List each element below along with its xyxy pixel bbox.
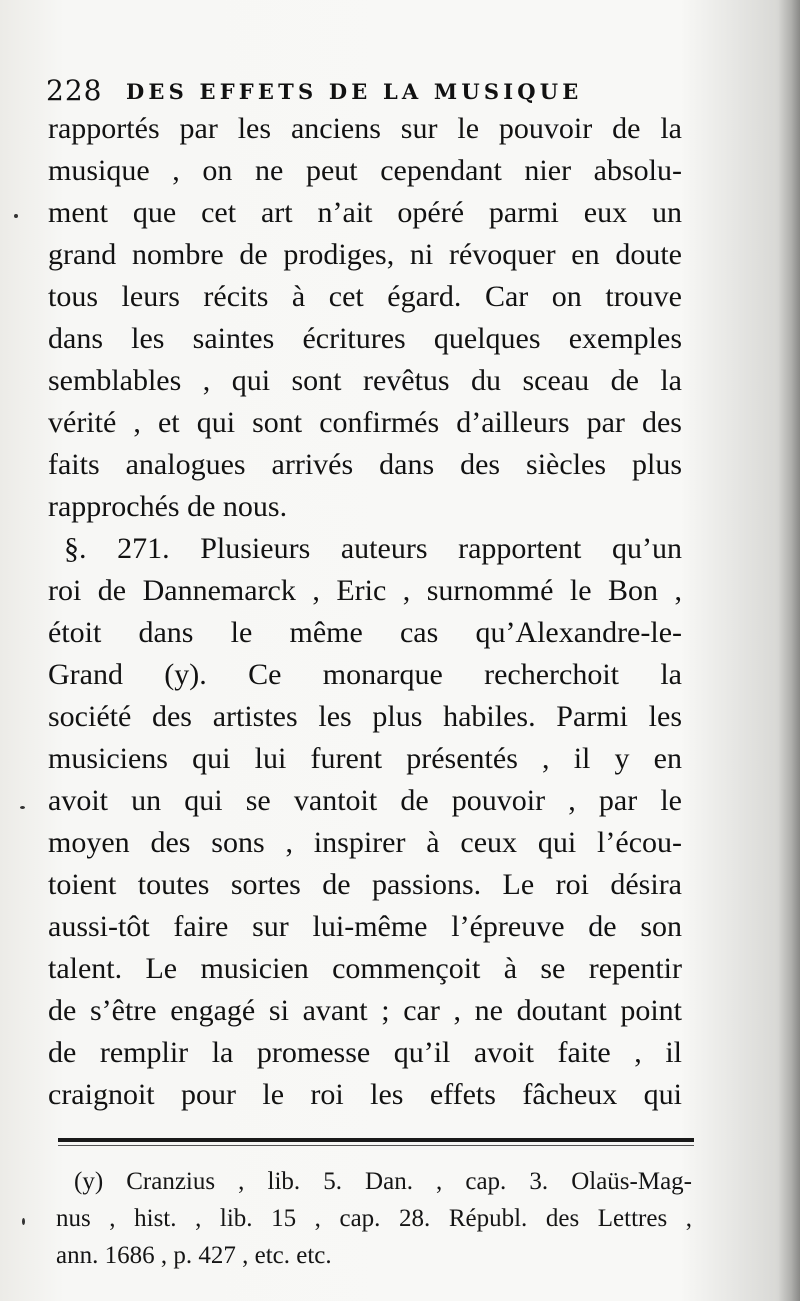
ink-speck	[20, 806, 25, 809]
paragraph-start-line: §. 271. Plusieurs auteurs rapportent qu’un	[64, 532, 682, 565]
page-header	[46, 74, 706, 110]
page-edge-shadow	[778, 0, 800, 1301]
footnote	[56, 1163, 692, 1274]
text-line: faits analogues arrivés dans des siècles plus	[48, 448, 682, 481]
footnote-line: nus , hist. , lib. 15 , cap. 28. Républ. des Lettres ,	[56, 1205, 692, 1232]
text-line: semblables , qui sont revêtus du sceau de la	[48, 364, 682, 397]
text-line: toient toutes sortes de passions. Le roi désira	[48, 868, 682, 901]
text-line: rapportés par les anciens sur le pouvoir de la	[48, 112, 682, 145]
footnote-line: (y) Cranzius , lib. 5. Dan. , cap. 3. Olaüs-Mag-	[74, 1168, 692, 1195]
running-head: DES EFFETS DE LA MUSIQUE	[126, 79, 583, 104]
text-line: rapprochés de nous.	[48, 490, 288, 523]
footnote-rule-thin	[58, 1145, 694, 1146]
text-line: musiciens qui lui furent présentés , il y en	[48, 742, 682, 775]
text-line: de remplir la promesse qu’il avoit faite , il	[48, 1036, 682, 1069]
footnote-rule	[58, 1138, 694, 1142]
page-number: 228	[46, 74, 103, 107]
text-line: dans les saintes écritures quelques exemples	[48, 322, 682, 355]
text-line: avoit un qui se vantoit de pouvoir , par le	[48, 784, 682, 817]
text-line: tous leurs récits à cet égard. Car on trouve	[48, 280, 682, 313]
text-line: de s’être engagé si avant ; car , ne doutant point	[48, 994, 682, 1027]
text-line: musique , on ne peut cependant nier absolu-	[48, 154, 682, 187]
text-line: société des artistes les plus habiles. Parmi les	[48, 700, 682, 733]
text-line: aussi-tôt faire sur lui-même l’épreuve de son	[48, 910, 682, 943]
text-line: grand nombre de prodiges, ni révoquer en doute	[48, 238, 682, 271]
text-line: talent. Le musicien commençoit à se repentir	[48, 952, 682, 985]
text-line: étoit dans le même cas qu’Alexandre-le-	[48, 616, 682, 649]
body-text	[48, 108, 682, 1116]
text-line: ment que cet art n’ait opéré parmi eux un	[48, 196, 682, 229]
text-line: moyen des sons , inspirer à ceux qui l’écou-	[48, 826, 682, 859]
ink-speck	[22, 1218, 25, 1225]
text-line: roi de Dannemarck , Eric , surnommé le Bon ,	[48, 574, 682, 607]
text-line: craignoit pour le roi les effets fâcheux qui	[48, 1078, 682, 1111]
text-line: Grand (y). Ce monarque recherchoit la	[48, 658, 682, 691]
footnote-line: ann. 1686 , p. 427 , etc. etc.	[56, 1242, 332, 1269]
text-line: vérité , et qui sont confirmés d’ailleurs par des	[48, 406, 682, 439]
ink-speck	[14, 214, 18, 218]
